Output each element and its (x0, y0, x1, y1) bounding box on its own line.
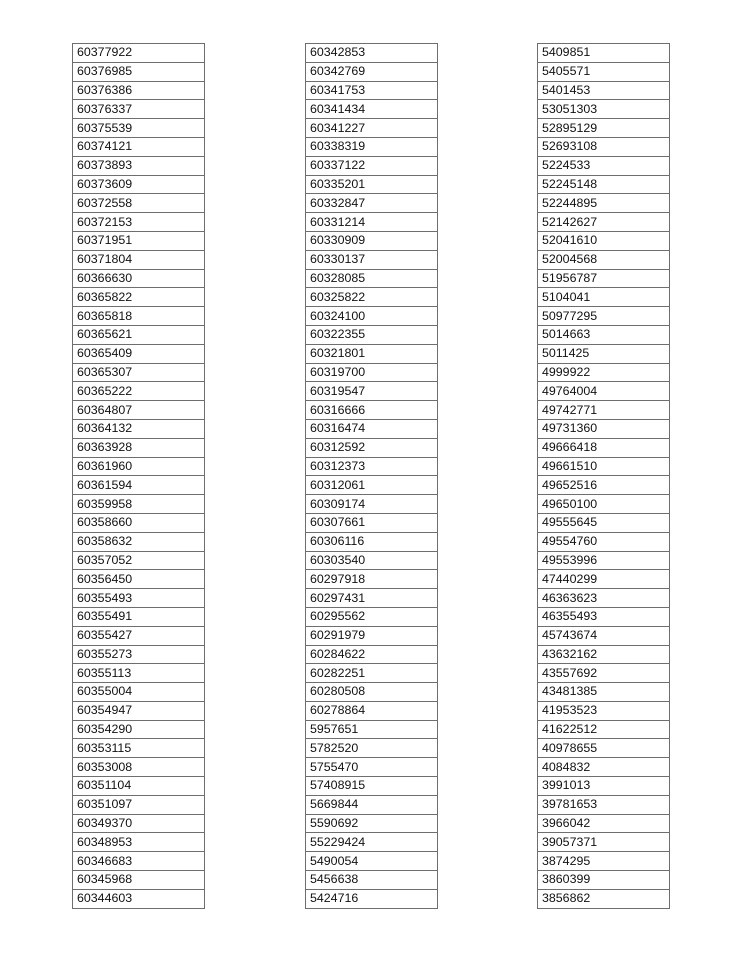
number-cell: 60365409 (73, 344, 205, 363)
number-cell: 60328085 (306, 269, 438, 288)
number-cell: 60284622 (306, 645, 438, 664)
table-row (538, 307, 670, 326)
number-cell: 5490054 (306, 852, 438, 871)
table-row (73, 213, 205, 232)
table-row (538, 44, 670, 63)
number-cell: 60332847 (306, 194, 438, 213)
number-cell: 60297431 (306, 589, 438, 608)
number-cell: 60342769 (306, 62, 438, 81)
number-cell: 60351097 (73, 795, 205, 814)
table-row (538, 626, 670, 645)
table-row (306, 777, 438, 796)
table-row (306, 382, 438, 401)
table-row (73, 438, 205, 457)
number-cell: 5409851 (538, 44, 670, 63)
number-cell: 4084832 (538, 758, 670, 777)
number-cell: 52004568 (538, 250, 670, 269)
table-row (306, 664, 438, 683)
table-row (306, 457, 438, 476)
table-row (538, 175, 670, 194)
number-cell: 53051303 (538, 100, 670, 119)
table-row (73, 194, 205, 213)
table-row (538, 889, 670, 908)
number-cell: 60338319 (306, 137, 438, 156)
table-row (306, 419, 438, 438)
number-cell: 60361594 (73, 476, 205, 495)
number-cell: 60282251 (306, 664, 438, 683)
table-row (73, 81, 205, 100)
table-row (73, 814, 205, 833)
number-cell: 3856862 (538, 889, 670, 908)
table-row (306, 44, 438, 63)
number-cell: 5014663 (538, 325, 670, 344)
table-row (538, 269, 670, 288)
table-row (73, 100, 205, 119)
table-row (538, 288, 670, 307)
table-row (73, 551, 205, 570)
table-row (306, 889, 438, 908)
table-row (73, 419, 205, 438)
number-cell: 49553996 (538, 551, 670, 570)
number-cell: 5104041 (538, 288, 670, 307)
number-cell: 3966042 (538, 814, 670, 833)
table-row (306, 720, 438, 739)
number-cell: 43632162 (538, 645, 670, 664)
table-row (73, 495, 205, 514)
number-cell: 60358660 (73, 513, 205, 532)
number-cell: 5590692 (306, 814, 438, 833)
table-row (306, 683, 438, 702)
number-cell: 60325822 (306, 288, 438, 307)
table-row (538, 513, 670, 532)
table-row (538, 551, 670, 570)
table-row (73, 645, 205, 664)
table-row (73, 777, 205, 796)
number-cell: 43481385 (538, 683, 670, 702)
table-row (538, 645, 670, 664)
number-cell: 60306116 (306, 532, 438, 551)
table-row (73, 720, 205, 739)
table-row (306, 758, 438, 777)
number-cell: 60365222 (73, 382, 205, 401)
number-cell: 41622512 (538, 720, 670, 739)
table-row (538, 589, 670, 608)
number-cell: 60377922 (73, 44, 205, 63)
number-cell: 60295562 (306, 607, 438, 626)
table-row (73, 344, 205, 363)
table-row (306, 476, 438, 495)
table-row (306, 532, 438, 551)
table-row (538, 777, 670, 796)
number-cell: 49764004 (538, 382, 670, 401)
table-row (538, 739, 670, 758)
number-cell: 60319547 (306, 382, 438, 401)
table-row (306, 156, 438, 175)
number-cell: 5401453 (538, 81, 670, 100)
number-cell: 46355493 (538, 607, 670, 626)
table-row (306, 833, 438, 852)
number-cell: 52245148 (538, 175, 670, 194)
number-cell: 60364807 (73, 401, 205, 420)
table-row (306, 626, 438, 645)
table-row (73, 795, 205, 814)
table-row (306, 231, 438, 250)
number-table-column-2 (305, 43, 438, 909)
table-row (306, 589, 438, 608)
table-row (73, 852, 205, 871)
number-cell: 51956787 (538, 269, 670, 288)
number-cell: 60335201 (306, 175, 438, 194)
table-row (306, 363, 438, 382)
table-row (538, 213, 670, 232)
table-row (73, 476, 205, 495)
table-row (73, 269, 205, 288)
number-cell: 45743674 (538, 626, 670, 645)
number-cell: 60291979 (306, 626, 438, 645)
number-cell: 41953523 (538, 701, 670, 720)
table-row (306, 438, 438, 457)
number-cell: 49650100 (538, 495, 670, 514)
table-row (538, 607, 670, 626)
table-row (538, 363, 670, 382)
table-row (538, 720, 670, 739)
number-cell: 5957651 (306, 720, 438, 739)
table-row (73, 44, 205, 63)
number-cell: 52244895 (538, 194, 670, 213)
table-row (306, 81, 438, 100)
table-row (538, 476, 670, 495)
number-cell: 60342853 (306, 44, 438, 63)
number-cell: 5782520 (306, 739, 438, 758)
table-row (73, 382, 205, 401)
number-cell: 60346683 (73, 852, 205, 871)
table-row (73, 664, 205, 683)
number-cell: 60356450 (73, 570, 205, 589)
number-cell: 60330137 (306, 250, 438, 269)
number-cell: 60365307 (73, 363, 205, 382)
number-cell: 60303540 (306, 551, 438, 570)
table-row (538, 344, 670, 363)
number-cell: 49666418 (538, 438, 670, 457)
table-row (306, 570, 438, 589)
table-row (73, 889, 205, 908)
number-cell: 3860399 (538, 871, 670, 890)
number-cell: 49652516 (538, 476, 670, 495)
number-cell: 49555645 (538, 513, 670, 532)
number-cell: 60349370 (73, 814, 205, 833)
number-cell: 60341434 (306, 100, 438, 119)
table-row (306, 852, 438, 871)
table-row (306, 194, 438, 213)
table-row (538, 758, 670, 777)
table-row (306, 401, 438, 420)
number-cell: 60355113 (73, 664, 205, 683)
number-cell: 39057371 (538, 833, 670, 852)
number-cell: 60353115 (73, 739, 205, 758)
table-row (538, 401, 670, 420)
table-row (73, 119, 205, 138)
table-row (306, 250, 438, 269)
number-cell: 60321801 (306, 344, 438, 363)
number-table-column-1 (72, 43, 205, 909)
number-cell: 60372153 (73, 213, 205, 232)
table-row (538, 119, 670, 138)
table-row (306, 814, 438, 833)
table-row (306, 119, 438, 138)
number-cell: 50977295 (538, 307, 670, 326)
number-cell: 55229424 (306, 833, 438, 852)
table-row (306, 288, 438, 307)
number-cell: 5224533 (538, 156, 670, 175)
table-row (73, 683, 205, 702)
number-cell: 46363623 (538, 589, 670, 608)
number-cell: 60376386 (73, 81, 205, 100)
number-cell: 60312061 (306, 476, 438, 495)
number-cell: 60355493 (73, 589, 205, 608)
table-row (73, 250, 205, 269)
number-cell: 5011425 (538, 344, 670, 363)
number-cell: 60376985 (73, 62, 205, 81)
number-cell: 60359958 (73, 495, 205, 514)
number-cell: 60330909 (306, 231, 438, 250)
table-row (73, 833, 205, 852)
number-cell: 60297918 (306, 570, 438, 589)
number-cell: 60345968 (73, 871, 205, 890)
table-row (306, 175, 438, 194)
number-cell: 40978655 (538, 739, 670, 758)
number-cell: 4999922 (538, 363, 670, 382)
number-cell: 60312592 (306, 438, 438, 457)
number-cell: 60312373 (306, 457, 438, 476)
table-row (306, 137, 438, 156)
table-row (538, 795, 670, 814)
table-row (306, 607, 438, 626)
number-cell: 60372558 (73, 194, 205, 213)
table-row (306, 795, 438, 814)
table-row (306, 513, 438, 532)
table-row (306, 871, 438, 890)
table-row (538, 871, 670, 890)
number-table-column-3 (537, 43, 670, 909)
number-cell: 60373893 (73, 156, 205, 175)
number-cell: 60365818 (73, 307, 205, 326)
table-row (73, 626, 205, 645)
number-cell: 60355004 (73, 683, 205, 702)
number-cell: 60364132 (73, 419, 205, 438)
table-row (306, 701, 438, 720)
number-cell: 60348953 (73, 833, 205, 852)
table-row (538, 137, 670, 156)
number-cell: 49554760 (538, 532, 670, 551)
table-row (538, 382, 670, 401)
number-cell: 60373609 (73, 175, 205, 194)
table-row (306, 325, 438, 344)
table-row (538, 81, 670, 100)
table-row (73, 325, 205, 344)
number-cell: 60357052 (73, 551, 205, 570)
number-cell: 60322355 (306, 325, 438, 344)
number-cell: 60371951 (73, 231, 205, 250)
number-cell: 52895129 (538, 119, 670, 138)
table-row (538, 833, 670, 852)
number-cell: 60355491 (73, 607, 205, 626)
number-cell: 5405571 (538, 62, 670, 81)
number-cell: 52142627 (538, 213, 670, 232)
table-row (306, 62, 438, 81)
number-cell: 60371804 (73, 250, 205, 269)
number-cell: 60355427 (73, 626, 205, 645)
number-cell: 52693108 (538, 137, 670, 156)
table-row (306, 344, 438, 363)
table-row (73, 701, 205, 720)
number-cell: 60278864 (306, 701, 438, 720)
number-cell: 60280508 (306, 683, 438, 702)
table-row (306, 307, 438, 326)
table-row (73, 156, 205, 175)
number-cell: 60374121 (73, 137, 205, 156)
table-row (538, 852, 670, 871)
table-row (73, 871, 205, 890)
number-cell: 60344603 (73, 889, 205, 908)
table-row (538, 194, 670, 213)
table-row (73, 532, 205, 551)
table-row (73, 570, 205, 589)
number-cell: 60316474 (306, 419, 438, 438)
table-row (538, 683, 670, 702)
number-cell: 60365621 (73, 325, 205, 344)
number-cell: 60353008 (73, 758, 205, 777)
number-cell: 60331214 (306, 213, 438, 232)
number-cell: 60365822 (73, 288, 205, 307)
table-row (73, 363, 205, 382)
table-row (538, 250, 670, 269)
number-cell: 60363928 (73, 438, 205, 457)
table-row (306, 645, 438, 664)
number-cell: 60354290 (73, 720, 205, 739)
table-row (538, 325, 670, 344)
number-cell: 60354947 (73, 701, 205, 720)
number-cell: 60337122 (306, 156, 438, 175)
table-row (73, 513, 205, 532)
table-row (538, 570, 670, 589)
number-cell: 60341753 (306, 81, 438, 100)
table-row (73, 137, 205, 156)
number-cell: 60309174 (306, 495, 438, 514)
number-cell: 60351104 (73, 777, 205, 796)
table-row (73, 307, 205, 326)
table-row (306, 739, 438, 758)
table-row (73, 607, 205, 626)
number-cell: 60307661 (306, 513, 438, 532)
number-cell: 47440299 (538, 570, 670, 589)
number-cell: 57408915 (306, 777, 438, 796)
table-row (538, 664, 670, 683)
table-row (306, 269, 438, 288)
number-cell: 5669844 (306, 795, 438, 814)
table-row (538, 156, 670, 175)
number-cell: 60366630 (73, 269, 205, 288)
table-row (538, 532, 670, 551)
table-row (538, 62, 670, 81)
table-row (306, 551, 438, 570)
number-cell: 60319700 (306, 363, 438, 382)
number-cell: 39781653 (538, 795, 670, 814)
table-row (73, 401, 205, 420)
table-row (73, 62, 205, 81)
table-row (538, 457, 670, 476)
number-cell: 60341227 (306, 119, 438, 138)
table-row (538, 701, 670, 720)
table-row (306, 100, 438, 119)
number-cell: 60358632 (73, 532, 205, 551)
number-cell: 52041610 (538, 231, 670, 250)
table-row (306, 495, 438, 514)
number-cell: 60361960 (73, 457, 205, 476)
table-row (73, 739, 205, 758)
number-cell: 5755470 (306, 758, 438, 777)
number-cell: 60316666 (306, 401, 438, 420)
table-row (73, 175, 205, 194)
table-row (73, 758, 205, 777)
number-cell: 49742771 (538, 401, 670, 420)
number-cell: 5424716 (306, 889, 438, 908)
number-cell: 43557692 (538, 664, 670, 683)
table-row (73, 589, 205, 608)
table-row (73, 288, 205, 307)
number-cell: 60324100 (306, 307, 438, 326)
number-cell: 60376337 (73, 100, 205, 119)
table-row (538, 100, 670, 119)
number-cell: 60355273 (73, 645, 205, 664)
table-row (306, 213, 438, 232)
table-row (538, 231, 670, 250)
table-row (538, 495, 670, 514)
number-cell: 49661510 (538, 457, 670, 476)
number-cell: 49731360 (538, 419, 670, 438)
table-row (73, 231, 205, 250)
number-cell: 5456638 (306, 871, 438, 890)
table-row (538, 814, 670, 833)
number-cell: 3991013 (538, 777, 670, 796)
number-cell: 3874295 (538, 852, 670, 871)
table-row (73, 457, 205, 476)
table-row (538, 419, 670, 438)
number-cell: 60375539 (73, 119, 205, 138)
table-row (538, 438, 670, 457)
